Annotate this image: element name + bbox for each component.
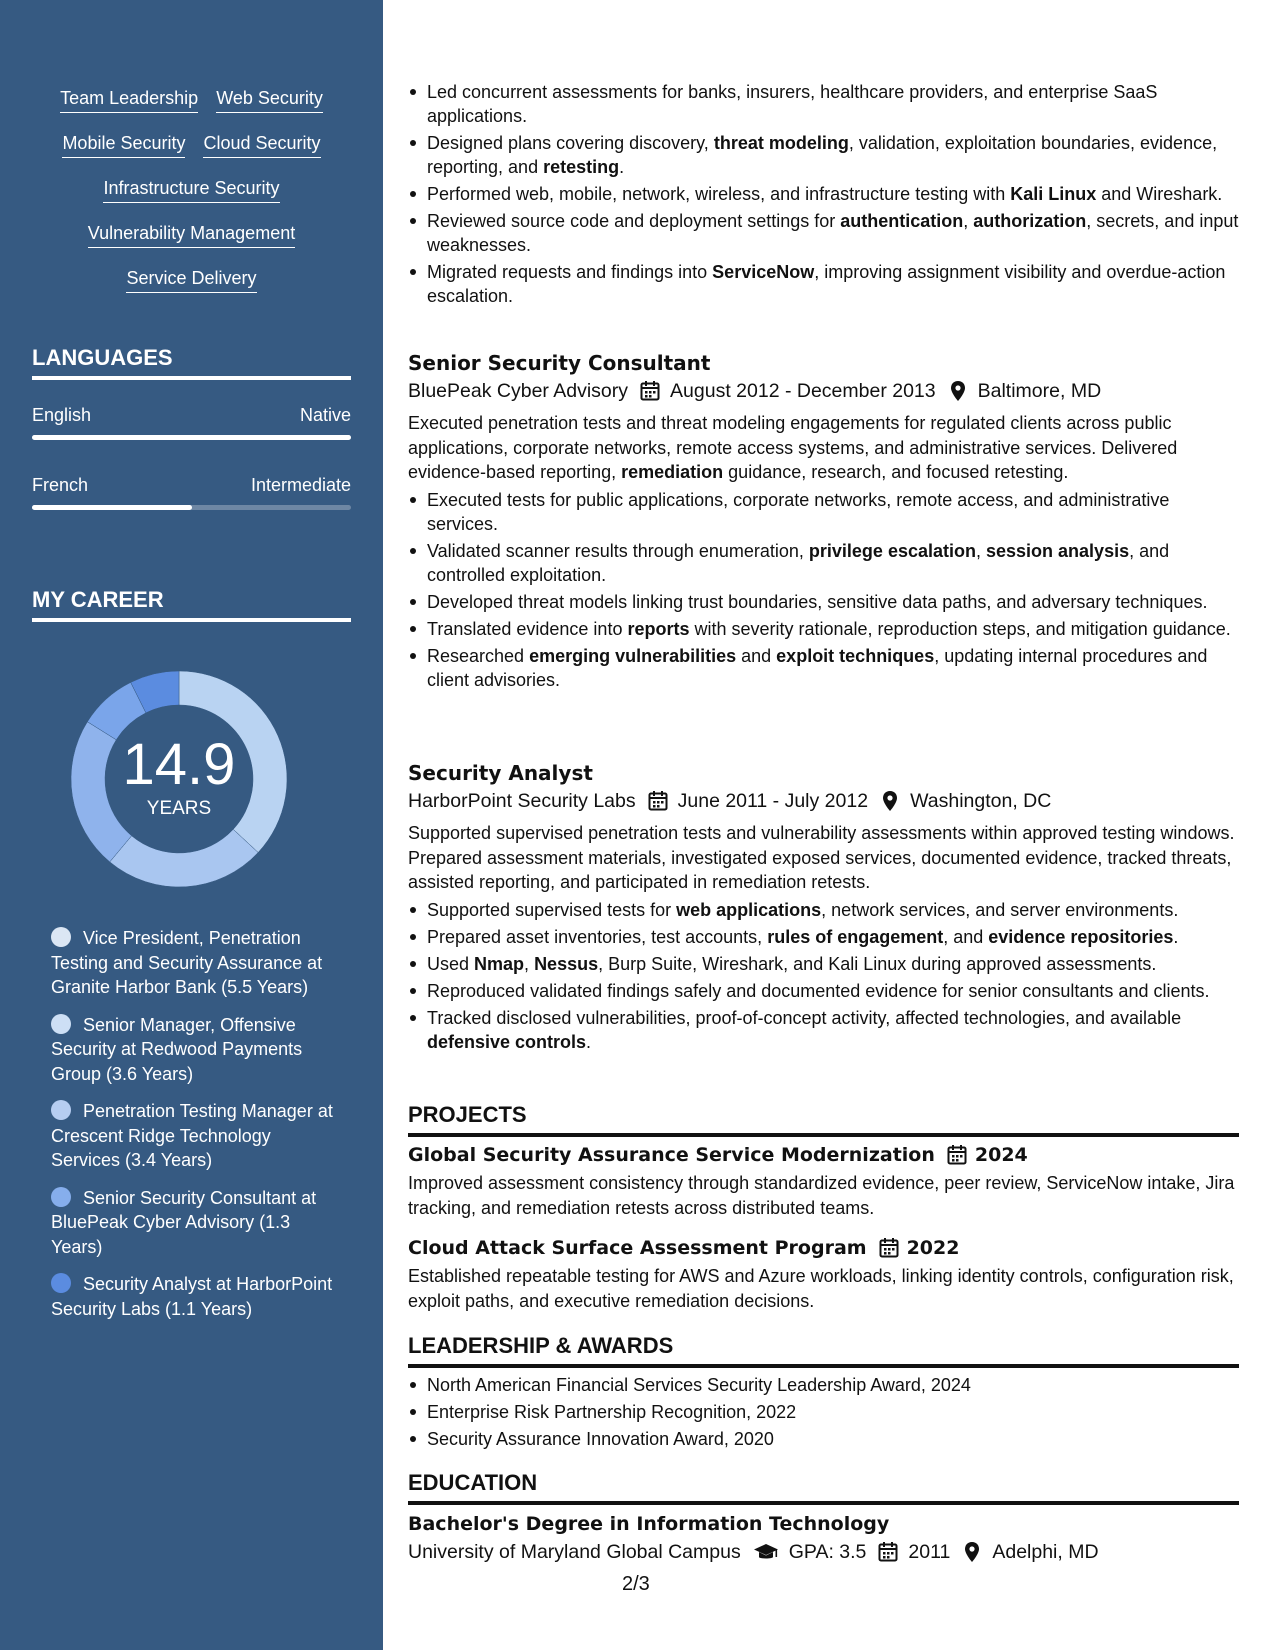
career-item [51, 926, 341, 1000]
education-location: Adelphi, MD [992, 1541, 1099, 1563]
skill-tag: Mobile Security [62, 131, 185, 158]
bullet-item: Designed plans covering discovery, threat modeling, validation, exploitation boundaries, evidence, reporting, and retesting. [408, 131, 1239, 179]
language-bar-fill [32, 435, 351, 440]
project-entry [408, 1141, 1239, 1220]
job-location: Washington, DC [910, 790, 1052, 812]
project-year: 2024 [974, 1144, 1028, 1166]
awards-list [408, 1373, 1239, 1454]
skill-row [32, 86, 351, 131]
graduation-cap-icon [753, 1541, 779, 1563]
bullet-item: Performed web, mobile, network, wireless, and infrastructure testing with Kali Linux and Wireshark. [408, 182, 1239, 206]
company-name: HarborPoint Security Labs [408, 790, 636, 812]
education-meta [408, 1538, 1239, 1566]
career-label: Penetration Testing Manager at Crescent Ridge Technology Services (3.4 Years) [51, 1101, 333, 1170]
donut-slice-1 [110, 829, 258, 887]
career-label: Vice President, Penetration Testing and Security Assurance at Granite Harbor Bank (5.5 Years) [51, 928, 323, 997]
bullet-item: Used Nmap, Nessus, Burp Suite, Wireshark, and Kali Linux during approved assessments. [408, 952, 1239, 976]
project-title: Global Security Assurance Service Modernization [408, 1144, 935, 1166]
job-title: Security Analyst [408, 761, 593, 785]
skill-tag: Infrastructure Security [103, 176, 279, 203]
bullet-item: Tracked disclosed vulnerabilities, proof-of-concept activity, affected technologies, and available defensive controls. [408, 1006, 1239, 1054]
career-heading: MY CAREER [32, 586, 351, 622]
bullet-item: Executed tests for public applications, corporate networks, remote access, and administrative services. [408, 488, 1239, 536]
career-label: Security Analyst at HarborPoint Security Labs (1.1 Years) [51, 1274, 333, 1319]
language-name: French [32, 475, 89, 495]
bullet-item: Prepared asset inventories, test accounts, rules of engagement, and evidence repositories. [408, 925, 1239, 949]
skills-list [32, 86, 351, 311]
job-entry [408, 759, 1239, 1057]
bullet-item: Reviewed source code and deployment settings for authentication, authorization, secrets, and input weaknesses. [408, 209, 1239, 257]
career-donut-chart [66, 666, 292, 892]
career-item [51, 1099, 341, 1173]
project-title-row [408, 1141, 1239, 1169]
bullet-item: Validated scanner results through enumeration, privilege escalation, session analysis, and controlled exploitation. [408, 539, 1239, 587]
donut-center [66, 734, 292, 820]
skill-tag: Vulnerability Management [88, 221, 295, 248]
calendar-icon [648, 790, 668, 812]
job-bullets [408, 898, 1239, 1054]
legend-dot [51, 927, 71, 947]
award-item: Enterprise Risk Partnership Recognition, 2022 [408, 1400, 1239, 1424]
job-description: Executed penetration tests and threat modeling engagements for regulated clients across public applications, corporate networks, remote access systems, and administrative services. Delivered evidence-based reporting, remediation guidance, research, and focused retesting. [408, 413, 1178, 482]
bullet-item: Migrated requests and findings into ServiceNow, improving assignment visibility and overdue-action escalation. [408, 260, 1239, 308]
job-dates: June 2011 - July 2012 [677, 790, 869, 812]
career-item [51, 1272, 341, 1321]
career-label: Senior Security Consultant at BluePeak Cyber Advisory (1.3 Years) [51, 1187, 317, 1257]
calendar-icon [878, 1541, 898, 1563]
career-label: Senior Manager, Offensive Security at Redwood Payments Group (3.6 Years) [51, 1014, 303, 1084]
job-meta [408, 787, 1239, 815]
calendar-icon [947, 1144, 967, 1166]
location-pin-icon [880, 790, 900, 812]
job-dates: August 2012 - December 2013 [670, 380, 936, 402]
job-description: Supported supervised penetration tests and vulnerability assessments within approved testing windows. Prepared assessment materials, investigated exposed services, documented evidence, tracked threats, assisted reporting, and participated in remediation retests. [408, 823, 1235, 892]
bullet-item: Developed threat models linking trust boundaries, sensitive data paths, and adversary techniques. [408, 590, 1239, 614]
bullet-item: Translated evidence into reports with severity rationale, reproduction steps, and mitigation guidance. [408, 617, 1239, 641]
awards-heading: LEADERSHIP & AWARDS [408, 1332, 1239, 1368]
location-pin-icon [948, 380, 968, 402]
project-year: 2022 [906, 1237, 960, 1259]
career-legend [51, 926, 341, 1334]
career-unit: YEARS [146, 798, 212, 819]
job-entry [408, 349, 1239, 695]
skill-row [32, 266, 351, 311]
project-entry [408, 1234, 1239, 1313]
job-bullets [408, 488, 1239, 692]
language-bar [32, 435, 351, 440]
career-item [51, 1186, 341, 1260]
bullet-item: Researched emerging vulnerabilities and exploit techniques, updating internal procedures and client advisories. [408, 644, 1239, 692]
skill-tag: Team Leadership [60, 86, 198, 113]
project-description: Established repeatable testing for AWS and Azure workloads, linking identity controls, configuration risk, exploit paths, and executive remediation decisions. [408, 1266, 1234, 1311]
skill-tag: Service Delivery [126, 266, 256, 293]
job-title: Senior Security Consultant [408, 351, 711, 375]
degree-title: Bachelor's Degree in Information Technology [408, 1513, 890, 1535]
location-pin-icon [962, 1541, 982, 1563]
skill-row [32, 131, 351, 176]
language-level: Intermediate [250, 475, 351, 495]
skill-tag: Web Security [216, 86, 323, 113]
bullet-item: Led concurrent assessments for banks, insurers, healthcare providers, and enterprise SaaS applications. [408, 80, 1239, 128]
sidebar [0, 0, 383, 1650]
legend-dot [51, 1014, 71, 1034]
education-entry [408, 1510, 1239, 1566]
graduation-year: 2011 [908, 1541, 951, 1563]
language-level: Native [299, 405, 351, 425]
project-title-row [408, 1234, 1239, 1262]
project-description: Improved assessment consistency through standardized evidence, peer review, ServiceNow intake, Jira tracking, and remediation retests across distributed teams. [408, 1173, 1235, 1218]
language-bar-fill [32, 505, 192, 510]
bullet-item: Supported supervised tests for web applications, network services, and server environments. [408, 898, 1239, 922]
award-item: North American Financial Services Security Leadership Award, 2024 [408, 1373, 1239, 1397]
language-name: English [32, 405, 92, 425]
school-name: University of Maryland Global Campus [408, 1541, 741, 1563]
company-name: BluePeak Cyber Advisory [408, 380, 629, 402]
languages-heading: LANGUAGES [32, 344, 351, 380]
skill-row [32, 221, 351, 266]
job-meta [408, 377, 1239, 405]
career-item [51, 1013, 341, 1087]
skill-tag: Cloud Security [203, 131, 320, 158]
previous-role-bullets [408, 80, 1239, 311]
award-item: Security Assurance Innovation Award, 2020 [408, 1427, 1239, 1451]
project-title: Cloud Attack Surface Assessment Program [408, 1237, 867, 1259]
job-location: Baltimore, MD [977, 380, 1102, 402]
calendar-icon [640, 380, 660, 402]
legend-dot [51, 1187, 71, 1207]
calendar-icon [879, 1237, 899, 1259]
gpa: GPA: 3.5 [788, 1541, 867, 1563]
projects-heading: PROJECTS [408, 1101, 1239, 1137]
language-english [32, 403, 351, 440]
bullet-item: Reproduced validated findings safely and documented evidence for senior consultants and clients. [408, 979, 1239, 1003]
skill-row [32, 176, 351, 221]
education-heading: EDUCATION [408, 1469, 1239, 1505]
language-bar [32, 505, 351, 510]
legend-dot [51, 1273, 71, 1293]
career-total: 14.9 [122, 732, 236, 797]
page-number: 2/3 [622, 1573, 650, 1595]
language-french [32, 473, 351, 510]
legend-dot [51, 1100, 71, 1120]
